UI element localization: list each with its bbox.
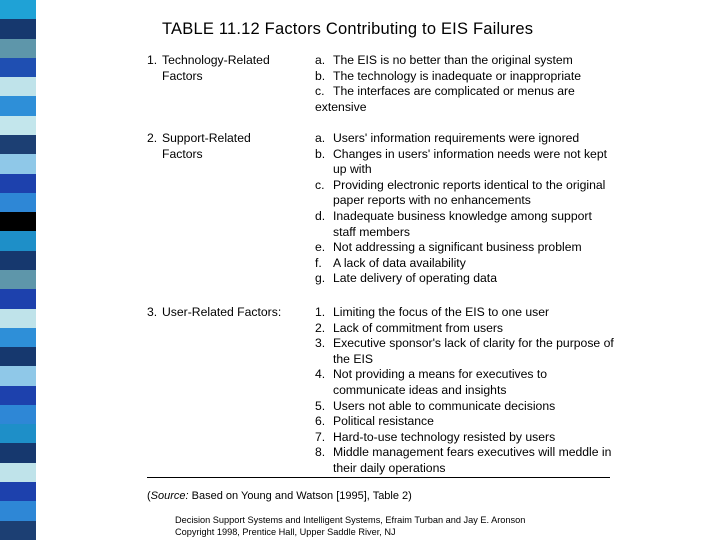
stripe-square	[0, 347, 36, 366]
stripe-square	[0, 501, 36, 520]
stripe-square	[0, 405, 36, 424]
item-text: Hard-to-use technology resisted by users	[333, 429, 556, 444]
stripe-square	[0, 154, 36, 173]
item-text: Limiting the focus of the EIS to one user	[333, 305, 550, 319]
item-text: The EIS is no better than the original system	[333, 53, 573, 67]
list-item	[315, 271, 615, 287]
table-title: TABLE 11.12 Factors Contributing to EIS Failures	[162, 20, 534, 38]
stripe-square	[0, 309, 36, 328]
item-marker: 3.	[315, 336, 326, 351]
stripe-square	[0, 77, 36, 96]
item-text: A lack of data availability	[333, 255, 466, 270]
item-marker: 7.	[315, 429, 326, 444]
stripe-square	[0, 96, 36, 115]
stripe-square	[0, 521, 36, 540]
factor-list	[315, 305, 615, 477]
source-note	[147, 490, 412, 502]
source-open-paren: (	[147, 490, 151, 502]
stripe-square	[0, 443, 36, 462]
stripe-square	[0, 270, 36, 289]
item-text: Changes in users' information needs were not kept up with	[333, 146, 607, 177]
stripe-square	[0, 251, 36, 270]
category-label	[147, 53, 307, 84]
item-text: Inadequate business knowledge among support staff members	[333, 208, 592, 239]
category-number: 1.	[147, 53, 158, 67]
category-name: Support-Related	[162, 131, 251, 145]
stripe-square	[0, 116, 36, 135]
category-name: Technology-Related	[162, 53, 270, 67]
list-item	[315, 209, 615, 240]
item-marker: 5.	[315, 398, 326, 413]
list-item	[315, 147, 615, 178]
stripe-square	[0, 463, 36, 482]
item-marker: 2.	[315, 320, 326, 335]
item-marker: b.	[315, 68, 326, 83]
item-text: Providing electronic reports identical to the original paper reports with no enhancements	[333, 177, 606, 208]
stripe-square	[0, 174, 36, 193]
factor-list	[315, 131, 615, 287]
credit-line-2: Copyright 1998, Prentice Hall, Upper Saddle River, NJ	[175, 526, 396, 537]
stripe-square	[0, 366, 36, 385]
list-item	[315, 178, 615, 209]
category-number: 2.	[147, 131, 158, 145]
category-name: User-Related Factors:	[162, 305, 282, 319]
stripe-square	[0, 424, 36, 443]
item-marker: a.	[315, 53, 326, 67]
source-text: Based on Young and Watson [1995], Table 2)	[188, 490, 412, 502]
list-item	[315, 321, 615, 337]
item-text: Late delivery of operating data	[333, 271, 497, 286]
stripe-square	[0, 135, 36, 154]
divider-line	[147, 477, 610, 478]
stripe-square	[0, 212, 36, 231]
stripe-square	[0, 482, 36, 501]
item-marker: 4.	[315, 367, 326, 382]
category-name-line2: Factors	[162, 68, 203, 83]
stripe-square	[0, 39, 36, 58]
item-marker: d.	[315, 208, 326, 223]
item-marker: b.	[315, 146, 326, 161]
stripe-square	[0, 231, 36, 250]
list-item	[315, 305, 615, 321]
item-marker: 6.	[315, 414, 326, 429]
item-marker: a.	[315, 131, 326, 145]
item-text: Not providing a means for executives to communicate ideas and insights	[333, 367, 548, 397]
item-marker: 1.	[315, 305, 326, 319]
item-marker: 8.	[315, 445, 326, 460]
item-marker: f.	[315, 255, 322, 270]
item-marker: c.	[315, 177, 325, 192]
item-text: Not addressing a significant business problem	[333, 240, 582, 255]
list-item	[315, 69, 615, 85]
decorative-stripe	[0, 0, 36, 540]
list-item	[315, 336, 615, 367]
stripe-square	[0, 328, 36, 347]
list-item	[315, 84, 615, 115]
item-text: Users' information requirements were ignored	[333, 131, 580, 145]
credit-line-1: Decision Support Systems and Intelligent Systems, Efraim Turban and Jay E. Aronson	[175, 515, 526, 525]
item-text: Lack of commitment from users	[333, 320, 503, 335]
list-item	[315, 131, 615, 147]
stripe-square	[0, 193, 36, 212]
item-text: The technology is inadequate or inappropriate	[333, 68, 581, 83]
list-item	[315, 256, 615, 272]
list-item	[315, 53, 615, 69]
category-label	[147, 131, 307, 162]
list-item	[315, 445, 615, 476]
stripe-square	[0, 0, 36, 19]
stripe-square	[0, 58, 36, 77]
copyright-credit	[175, 515, 525, 538]
item-marker: c.	[315, 84, 325, 99]
item-marker: g.	[315, 271, 326, 286]
factor-list	[315, 53, 615, 115]
category-label	[147, 305, 307, 321]
item-marker: e.	[315, 240, 326, 255]
stripe-square	[0, 289, 36, 308]
stripe-square	[0, 386, 36, 405]
list-item	[315, 414, 615, 430]
item-text: Executive sponsor's lack of clarity for the purpose of the EIS	[333, 336, 614, 366]
item-text: Users not able to communicate decisions	[333, 398, 556, 413]
stripe-square	[0, 19, 36, 38]
category-number: 3.	[147, 305, 158, 319]
category-name-line2: Factors	[162, 146, 203, 161]
item-text: The interfaces are complicated or menus are extensive	[315, 84, 575, 114]
item-text: Middle management fears executives will meddle in their daily operations	[333, 445, 612, 475]
source-label: Source:	[150, 490, 189, 502]
item-text: Political resistance	[333, 414, 434, 429]
list-item	[315, 367, 615, 398]
list-item	[315, 240, 615, 256]
list-item	[315, 430, 615, 446]
list-item	[315, 399, 615, 415]
